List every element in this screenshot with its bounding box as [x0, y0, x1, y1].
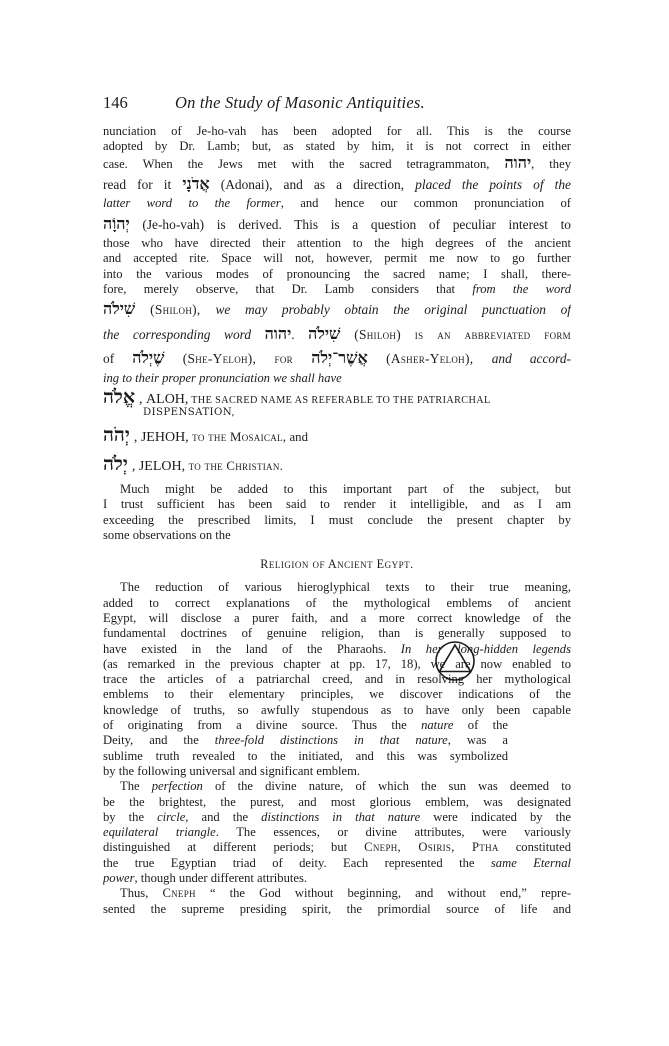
text-line: [103, 856, 571, 871]
text-line: [103, 886, 571, 901]
text-line: [103, 718, 508, 733]
hebrew-word: שִׁילֹה: [308, 323, 341, 343]
hebrew-word: אֱלֹה: [103, 386, 136, 409]
paragraph-perfection: [103, 779, 571, 886]
text-line: [103, 687, 571, 702]
text-run: Cneph: [162, 886, 196, 901]
text-line: [103, 497, 571, 512]
text-line: [103, 611, 571, 626]
text-line: [103, 580, 571, 595]
name-aloh-continued: DISPENSATION,: [143, 407, 236, 419]
italic-run: equilateral triangle: [103, 825, 216, 840]
text-run: nunciation of Je-ho-vah has been adopted for all. This is the course: [103, 124, 571, 138]
text-run: case. When the Jews met with the sacred tetragrammaton,: [103, 156, 505, 171]
paragraph-conclusion: [103, 482, 571, 543]
text-run: The: [120, 779, 152, 794]
text-run: were indicated by the: [420, 809, 571, 824]
text-run: “ the God without beginning, and without end,” repre-: [195, 886, 571, 901]
text-run: added to correct explanations of the mythological emblems of ancient: [103, 595, 571, 610]
italic-run: we may probably obtain the original punctuation of: [215, 302, 571, 318]
text-run: sented the supreme presiding spirit, the primordial source of life and: [103, 901, 571, 916]
text-line: [103, 513, 571, 528]
italic-run: same Eternal: [490, 855, 571, 870]
text-run: Cneph, Osiris, Ptha: [364, 840, 499, 855]
italic-run: latter word to the former: [103, 196, 281, 211]
text-run: read for it: [103, 176, 183, 192]
text-run: Egypt, will disclose a purer faith, and a more correct knowledge of the: [103, 610, 571, 625]
text-line: [103, 626, 571, 641]
hebrew-word: יְהוָֹה: [103, 213, 130, 233]
text-line: [103, 703, 571, 718]
text-line: [103, 482, 571, 497]
text-run: by the following universal and significant emblem.: [103, 763, 361, 778]
text-line: [103, 810, 571, 825]
page-number: 146: [103, 93, 128, 112]
text-line: [103, 139, 571, 154]
text-run: of the: [453, 718, 508, 733]
text-line: [103, 196, 571, 211]
text-line: [103, 236, 571, 251]
text-run: by the: [103, 809, 158, 824]
name-jeloh: [103, 453, 571, 476]
text-line: [103, 172, 571, 197]
name-label: , JEHOH,: [133, 430, 189, 446]
text-run: Deity, and the: [103, 733, 215, 748]
text-run: emblems to their elementary principles, we discover indications of the: [103, 687, 571, 702]
text-line: [103, 596, 571, 611]
text-run: and: [286, 430, 308, 445]
text-run: The reduction of various hieroglyphical texts to their true meaning,: [120, 580, 571, 595]
text-line: [103, 642, 571, 657]
text-run: , they: [531, 156, 571, 171]
hebrew-word: יהוה: [264, 323, 292, 343]
running-title: On the Study of Masonic Antiquities.: [175, 93, 425, 112]
name-description: to the Mosaical,: [188, 430, 287, 445]
italic-run: perfection: [151, 779, 203, 794]
paragraph-pronunciation: [103, 124, 571, 386]
text-run: those who have directed their attention to the high degrees of the ancient: [103, 236, 571, 251]
text-line: [103, 749, 508, 764]
italic-run: placed the points of the: [415, 176, 571, 192]
text-line: [103, 840, 571, 855]
text-line: [103, 528, 571, 543]
circle-triangle-icon: [434, 640, 476, 682]
page-body: [103, 124, 571, 917]
hebrew-word: יְהֹה: [103, 424, 130, 447]
text-run: the true Egyptian triad of deity. Each represented the: [103, 855, 491, 870]
section-heading: Religion of Ancient Egypt.: [260, 557, 414, 572]
hebrew-word: שִׁילֹה: [103, 299, 136, 319]
text-run: Much might be added to this important part of the subject, but: [120, 482, 571, 497]
text-run: some observations on the: [103, 528, 231, 543]
hebrew-word: אֲשֶׁר־יְלֹה: [311, 348, 368, 368]
text-run: (Shiloh) is an abbreviated form: [340, 326, 571, 342]
text-run: (Je-ho-vah) is derived. This is a question of peculiar interest to: [129, 216, 571, 232]
italic-run: power: [103, 871, 135, 885]
text-line: [103, 902, 571, 917]
paragraph-cneph: [103, 886, 571, 917]
text-run: I trust sufficient has been said to render it intelligible, and as I am: [103, 497, 571, 512]
text-run: knowledge of truths, so awfully stupendous as to have only been capable: [103, 702, 571, 717]
text-line: [103, 297, 571, 322]
text-line: [103, 871, 571, 886]
text-line: [103, 371, 571, 386]
text-run: have existed in the land of the Pharaohs.: [103, 641, 401, 656]
text-run: . The essences, or divine attributes, were variously: [215, 825, 571, 840]
hebrew-word: יהוה: [504, 154, 532, 172]
name-aloh: [103, 386, 571, 409]
divine-names-list: [103, 386, 571, 476]
text-run: Thus,: [120, 886, 163, 901]
text-line: [103, 672, 571, 687]
text-line: [103, 322, 571, 347]
text-run: sublime truth revealed to the initiated, and this was symbolized: [103, 748, 508, 763]
name-jehoh: [103, 424, 571, 447]
name-label: , ALOH,: [139, 392, 189, 408]
text-run: exceeding the prescribed limits, I must conclude the present chapter by: [103, 512, 571, 527]
text-run: , was a: [447, 733, 508, 748]
italic-run: circle: [157, 809, 186, 824]
text-run: of: [103, 351, 133, 367]
text-line: [103, 779, 571, 794]
italic-run: distinctions in that nature: [261, 809, 421, 824]
text-run: (as remarked in the previous chapter at pp. 17, 18), we are now enabled to: [103, 656, 571, 671]
text-line: [103, 282, 571, 297]
text-run: , though under different attributes.: [134, 871, 308, 885]
text-run: fundamental doctrines of genuine religion, than is generally supposed to: [103, 626, 571, 641]
text-line: [103, 212, 571, 237]
text-run: adopted by Dr. Lamb; but, as stated by him, it is not correct in either: [103, 139, 571, 154]
italic-run: In her long-hidden legends: [400, 641, 571, 656]
name-description: THE SACRED NAME AS REFERABLE TO THE PATRIARCHAL: [188, 395, 491, 407]
italic-run: nature: [421, 718, 454, 733]
italic-run: ing to their proper pronunciation we shall have: [103, 370, 342, 385]
text-run: (She-Yeloh), for: [164, 351, 312, 367]
text-run: (Asher-Yeloh),: [367, 351, 492, 367]
name-description: to the Christian.: [185, 459, 284, 474]
text-run: distinguished at different periods; but: [103, 840, 365, 855]
text-run: fore, merely observe, that Dr. Lamb considers that: [103, 282, 473, 297]
text-run: be the brightest, the purest, and most glorious emblem, was designated: [103, 794, 571, 809]
text-line: [103, 251, 571, 266]
text-run: trace the articles of a patriarchal creed, and in resolving her mythological: [103, 672, 571, 687]
text-run: , and the: [185, 809, 262, 824]
text-line: [103, 733, 508, 748]
hebrew-word: יְלֹה: [103, 453, 128, 476]
text-run: , and hence our common pronunciation of: [280, 196, 571, 211]
hebrew-word: שֶׁיְלֹה: [132, 348, 165, 368]
text-run: and accepted rite. Space will not, however, permit me now to go further: [103, 251, 571, 266]
text-run: (Adonai), and as a direction,: [209, 176, 416, 192]
hebrew-word: אֲדֹנָי: [182, 173, 210, 193]
running-header: [103, 93, 573, 119]
text-run: constituted: [498, 840, 571, 855]
text-run: of originating from a divine source. Thus the: [103, 718, 422, 733]
text-line: [103, 124, 571, 139]
text-line: [103, 267, 571, 282]
italic-run: three-fold distinctions in that nature: [214, 733, 448, 748]
italic-run: the corresponding word: [103, 326, 265, 342]
text-line: [103, 346, 571, 371]
text-run: into the various modes of pronouncing the sacred name; I shall, there-: [103, 266, 571, 281]
text-run: of the divine nature, of which the sun was deemed to: [202, 779, 571, 794]
text-run: (Shiloh),: [135, 302, 216, 318]
text-line: [103, 825, 571, 840]
text-line: [103, 795, 571, 810]
text-line: [103, 764, 571, 779]
italic-run: from the word: [472, 282, 571, 297]
text-line: [103, 155, 571, 172]
italic-run: and accord-: [491, 351, 571, 367]
text-line: [103, 657, 571, 672]
paragraph-egypt: [103, 580, 571, 779]
text-run: .: [291, 326, 309, 342]
name-label: , JELOH,: [131, 459, 186, 475]
